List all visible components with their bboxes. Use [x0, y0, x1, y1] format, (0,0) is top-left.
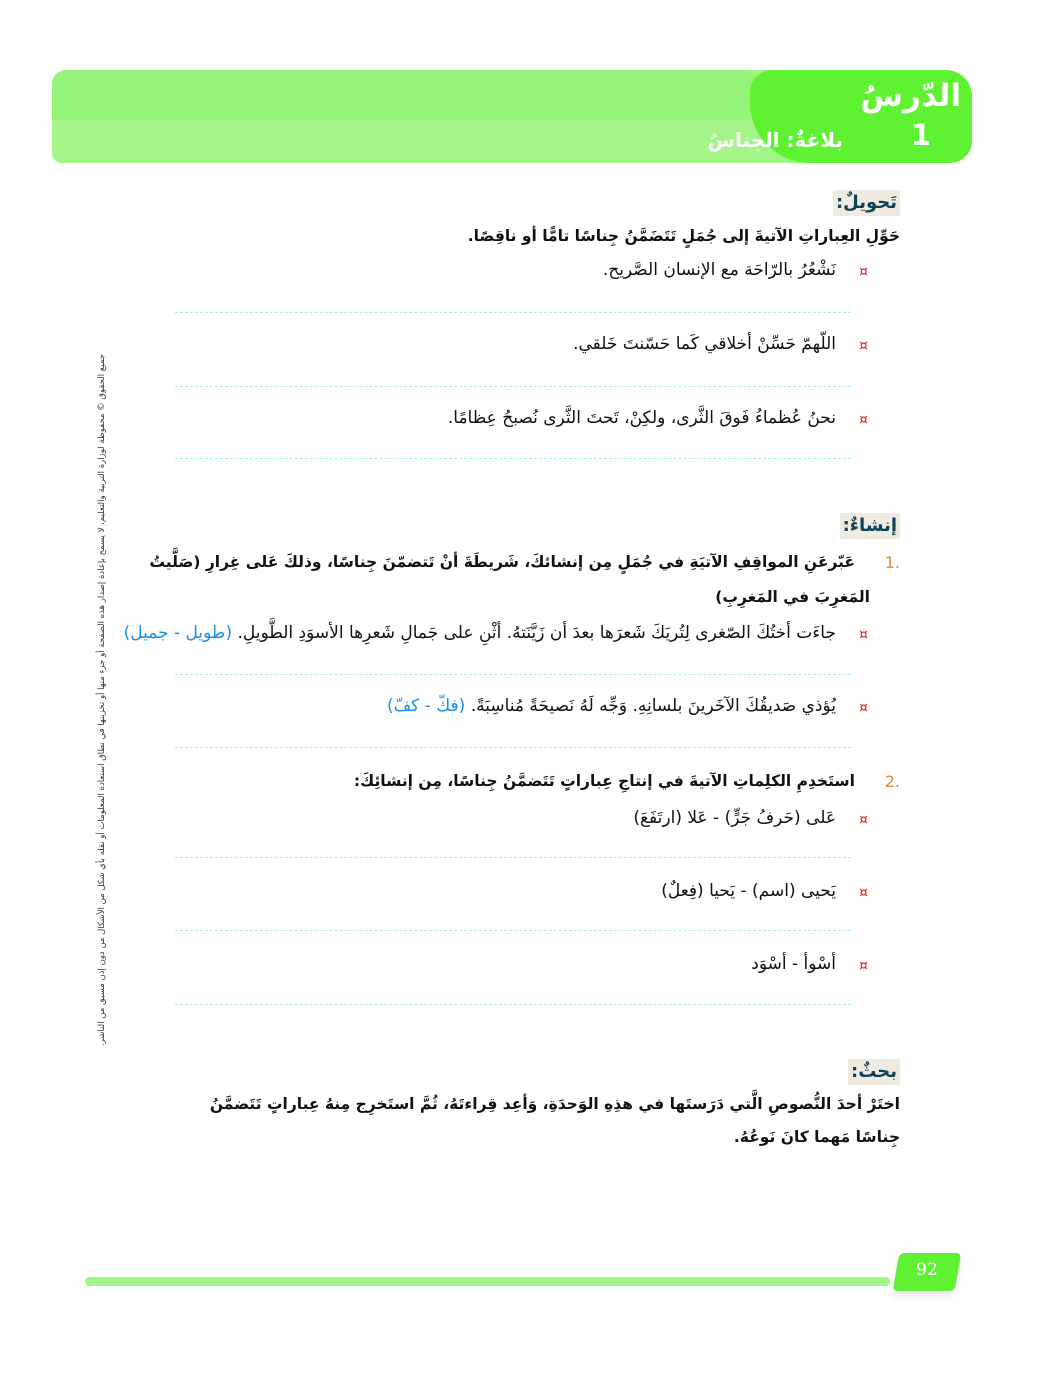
question-2-text: استَخدِمِ الكلِماتِ الآتيةَ في إنتاجِ عِباراتٍ تَتَضمَّنُ جِناسًا، مِن إنشائِكَ: — [353, 772, 855, 790]
composition-item — [124, 623, 836, 643]
item-text: جاءَت أختُكَ الصّغرى لِتُريَكَ شَعرَها بعدَ أن زَيَّنَتهُ. أثْنِ على جَمالِ شَعرِها الأسوَدِ الطَّويلِ. — [237, 623, 836, 643]
question-1-text: عَبّرعَنِ المواقِفِ الآتيَةِ في جُمَلٍ مِن إنشائكَ، شَريطَةَ أنْ تَتضمّنَ جِناسًا، وذلكَ عَلى غِرارِ (صَلَّيتُ — [149, 553, 855, 571]
section-label-conversion: تَحويلٌ: — [833, 190, 900, 216]
answer-line[interactable] — [175, 312, 851, 313]
section-label-research: بحثٌ: — [848, 1059, 900, 1085]
conversion-item: نَشْعُرُ بالرّاحَة مع الإنسان الصَّريح. — [602, 260, 836, 280]
question-number: .2 — [884, 772, 900, 791]
word-pair: عَلى (حَرفُ جَرٍّ) - عَلا (ارتَفَعَ) — [633, 808, 836, 828]
bullet-icon: ¤ — [859, 627, 868, 643]
question-1-text-cont: المَغرِبَ في المَغرِبِ) — [715, 588, 870, 606]
conversion-instruction: حَوِّلِ العِباراتِ الآتيةَ إلى جُمَلٍ تَتَضَمَّنُ جِناسًا تامًّا أو ناقِصًا. — [467, 227, 900, 245]
answer-line[interactable] — [175, 386, 851, 387]
page-number: 92 — [916, 1260, 938, 1280]
lesson-word: الدّرسُ — [860, 78, 961, 114]
hint-words: (فكّ - كفّ) — [386, 696, 466, 716]
research-text: اختَرْ أحدَ النُّصوصِ الَّتي دَرَستَها في هذِهِ الوَحدَةِ، وَأعِد قِراءتَهُ، ثُمَّ استَخرِج مِنهُ عِباراتٍ تَتَضمَّنُ — [209, 1095, 900, 1113]
bullet-icon: ¤ — [859, 812, 868, 828]
question-number: .1 — [884, 553, 900, 572]
bullet-icon: ¤ — [859, 338, 868, 354]
copyright-notice — [92, 345, 112, 1055]
composition-item — [387, 696, 836, 716]
answer-line[interactable] — [175, 1004, 851, 1005]
research-text-cont: جِناسًا مَهما كانَ نَوعُهُ. — [733, 1128, 900, 1146]
hint-words: (طويل - جميل) — [123, 623, 233, 643]
answer-line[interactable] — [175, 458, 851, 459]
bullet-icon: ¤ — [859, 264, 868, 280]
word-pair: أسْوأ - أسْوَد — [751, 954, 836, 974]
conversion-item: نحنُ عُظماءُ فَوقَ الثَّرى، ولكِنْ، تَحتَ الثَّرى نُصبحُ عِظامًا. — [447, 408, 836, 428]
lesson-title: بلاغةٌ: الجناسُ — [707, 128, 843, 152]
answer-line[interactable] — [175, 857, 851, 858]
item-text: يُؤذي صَديقُكَ الآخَرينَ بلسانِهِ. وَجِّه لَهُ نَصيحَةً مُناسِبَةً. — [470, 696, 836, 716]
lesson-number: 1 — [910, 118, 931, 152]
header-band — [52, 70, 762, 120]
answer-line[interactable] — [175, 674, 851, 675]
conversion-item: اللّهمّ حَسِّنْ أخلاقي كَما حَسّنتَ خَلقي. — [573, 334, 836, 354]
section-label-composition: إنشاءٌ: — [840, 513, 900, 539]
bullet-icon: ¤ — [859, 700, 868, 716]
word-pair: يَحيى (اسم) - يَحيا (فِعلٌ) — [661, 881, 836, 901]
answer-line[interactable] — [175, 930, 851, 931]
answer-line[interactable] — [175, 747, 851, 748]
footer-bar — [85, 1277, 890, 1286]
bullet-icon: ¤ — [859, 885, 868, 901]
bullet-icon: ¤ — [859, 412, 868, 428]
copyright-text: جميع الحقوق © محفوظة لوزارة التربية والتعليم، لا يسمح بإعادة إصدار هذه الصفحة أو جزء منها أو تخزينها في نطاق استعادة المعلومات أو نقله بأي شكل من الأشكال من دون إذن مسبق من الناشر. — [97, 353, 107, 1047]
bullet-icon: ¤ — [859, 958, 868, 974]
